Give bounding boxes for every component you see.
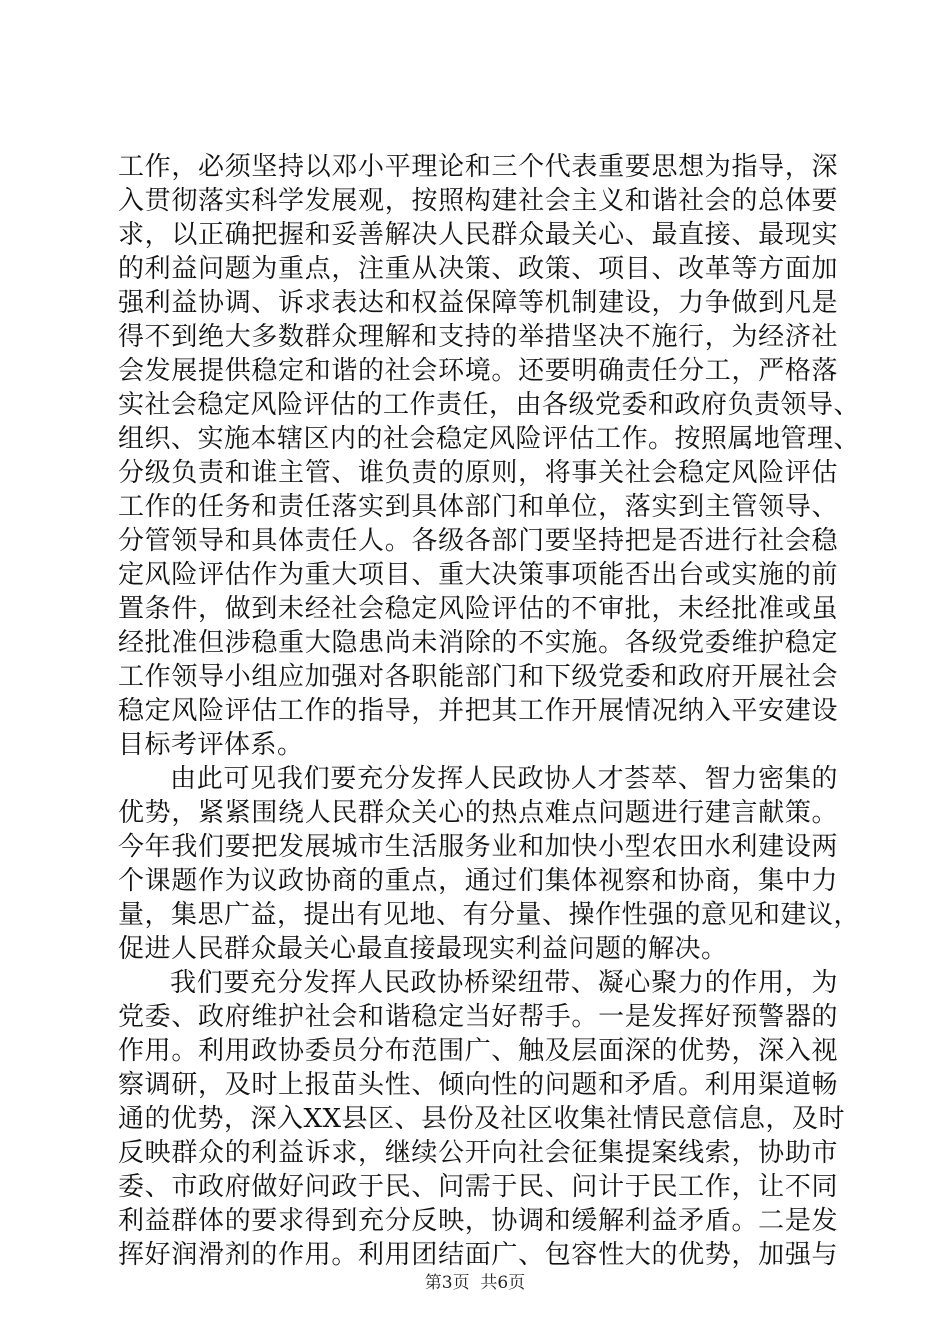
text-line: 反映群众的利益诉求，继续公开向社会征集提案线索，协助市	[118, 1138, 838, 1168]
text-line: 委、市政府做好问政于民、问需于民、问计于民工作，让不同	[118, 1172, 838, 1202]
text-line: 目标考评体系。	[118, 730, 304, 760]
page-number: 第3页 共6页	[424, 1273, 526, 1293]
page-footer	[0, 1272, 950, 1294]
text-line: 由此可见我们要充分发挥人民政协人才荟萃、智力密集的	[170, 764, 838, 794]
text-line: 今年我们要把发展城市生活服务业和加快小型农田水利建设两	[118, 832, 838, 862]
text-line: 分管领导和具体责任人。各级各部门要坚持把是否进行社会稳	[118, 526, 838, 556]
text-line: 党委、政府维护社会和谐稳定当好帮手。一是发挥好预警器的	[118, 1002, 838, 1032]
text-line: 强利益协调、诉求表达和权益保障等机制建设，力争做到凡是	[118, 288, 838, 318]
text-line: 得不到绝大多数群众理解和支持的举措坚决不施行，为经济社	[118, 322, 838, 352]
text-line: 实社会稳定风险评估的工作责任，由各级党委和政府负责领导、	[118, 390, 861, 420]
text-line: 分级负责和谁主管、谁负责的原则，将事关社会稳定风险评估	[118, 458, 838, 488]
text-line: 察调研，及时上报苗头性、倾向性的问题和矛盾。利用渠道畅	[118, 1070, 838, 1100]
text-line: 的利益问题为重点，注重从决策、政策、项目、改革等方面加	[118, 254, 838, 284]
text-line: 组织、实施本辖区内的社会稳定风险评估工作。按照属地管理、	[118, 424, 861, 454]
text-line: 个课题作为议政协商的重点，通过们集体视察和协商，集中力	[118, 866, 838, 896]
text-line: 挥好润滑剂的作用。利用团结面广、包容性大的优势，加强与	[118, 1240, 838, 1270]
text-line: 置条件，做到未经社会稳定风险评估的不审批，未经批准或虽	[118, 594, 838, 624]
text-line: 利益群体的要求得到充分反映，协调和缓解利益矛盾。二是发	[118, 1206, 838, 1236]
document-body	[118, 150, 861, 1272]
text-line: 稳定风险评估工作的指导，并把其工作开展情况纳入平安建设	[118, 696, 838, 726]
text-line: 量，集思广益，提出有见地、有分量、操作性强的意见和建议，	[118, 900, 861, 930]
paragraph-3	[118, 966, 846, 1272]
text-line: 优势，紧紧围绕人民群众关心的热点难点问题进行建言献策。	[118, 798, 838, 828]
paragraph-2	[118, 762, 861, 966]
text-line: 我们要充分发挥人民政协桥梁纽带、凝心聚力的作用，为	[170, 968, 838, 998]
text-line: 工作的任务和责任落实到具体部门和单位，落实到主管领导、	[118, 492, 838, 522]
text-line: 工作领导小组应加强对各职能部门和下级党委和政府开展社会	[118, 662, 838, 692]
text-line: 入贯彻落实科学发展观，按照构建社会主义和谐社会的总体要	[118, 186, 838, 216]
text-line: 经批准但涉稳重大隐患尚未消除的不实施。各级党委维护稳定	[118, 628, 838, 658]
text-line: 促进人民群众最关心最直接最现实利益问题的解决。	[118, 934, 728, 964]
text-line: 工作，必须坚持以邓小平理论和三个代表重要思想为指导，深	[118, 152, 838, 182]
text-line: 会发展提供稳定和谐的社会环境。还要明确责任分工，严格落	[118, 356, 838, 386]
text-line: 求，以正确把握和妥善解决人民群众最关心、最直接、最现实	[118, 220, 838, 250]
text-line: 作用。利用政协委员分布范围广、触及层面深的优势，深入视	[118, 1036, 838, 1066]
text-line: 通的优势，深入XX县区、县份及社区收集社情民意信息，及时	[118, 1104, 846, 1134]
text-line: 定风险评估作为重大项目、重大决策事项能否出台或实施的前	[118, 560, 838, 590]
paragraph-1	[118, 150, 861, 762]
